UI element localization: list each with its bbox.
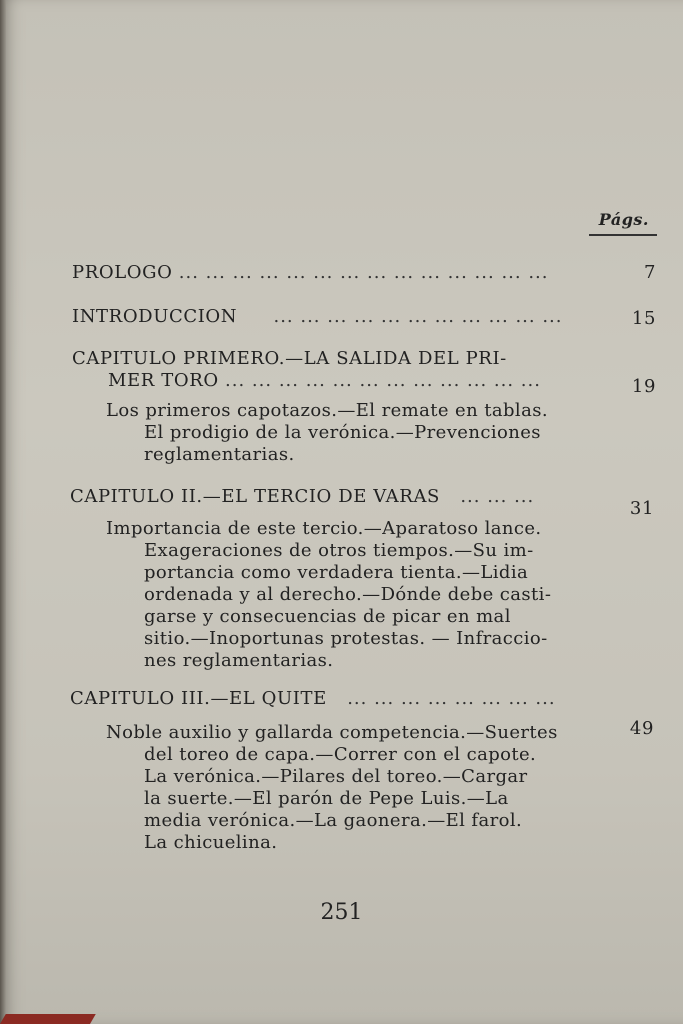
toc-page-number: 19 bbox=[631, 376, 656, 397]
summary-line: La verónica.—Pilares del toreo.—Cargar bbox=[144, 766, 528, 787]
pages-header: Págs. bbox=[598, 210, 649, 229]
toc-page-number: 31 bbox=[629, 498, 654, 519]
toc-title: MER TORO bbox=[108, 370, 219, 391]
chapter-summary bbox=[106, 518, 606, 672]
summary-line: El prodigio de la verónica.—Prevenciones bbox=[144, 422, 541, 443]
toc-title: CAPITULO III.—EL QUITE bbox=[70, 688, 327, 709]
summary-line: media verónica.—La gaonera.—El farol. bbox=[144, 810, 523, 831]
toc-leader: ... ... ... ... ... ... ... ... ... ... ... bbox=[273, 306, 563, 327]
chapter-summary bbox=[106, 722, 606, 854]
summary-line: Exageraciones de otros tiempos.—Su im- bbox=[144, 540, 534, 561]
summary-line: sitio.—Inoportunas protestas. — Infraccio- bbox=[144, 628, 548, 649]
toc-leader: ... ... ... bbox=[460, 486, 535, 507]
summary-line: nes reglamentarias. bbox=[144, 650, 334, 671]
summary-line: Noble auxilio y gallarda competencia.—Suertes bbox=[106, 722, 558, 743]
toc-title: PROLOGO bbox=[72, 262, 173, 283]
toc-leader: ... ... ... ... ... ... ... ... bbox=[347, 688, 556, 709]
summary-line: garse y consecuencias de picar en mal bbox=[144, 606, 511, 627]
summary-line: portancia como verdadera tienta.—Lidia bbox=[144, 562, 529, 583]
toc-title: CAPITULO II.—EL TERCIO DE VARAS bbox=[70, 486, 440, 507]
header-rule bbox=[589, 234, 657, 236]
chapter-summary bbox=[106, 400, 606, 466]
page-folio: 251 bbox=[320, 900, 363, 925]
toc-entry bbox=[72, 306, 662, 328]
book-cover-edge bbox=[0, 1014, 96, 1024]
toc-title-line: CAPITULO PRIMERO.—LA SALIDA DEL PRI- bbox=[72, 348, 507, 369]
summary-line: del toreo de capa.—Correr con el capote. bbox=[144, 744, 537, 765]
toc-entry bbox=[72, 262, 662, 284]
toc-entry bbox=[70, 486, 660, 519]
toc-leader: ... ... ... ... ... ... ... ... ... ... ... ... ... ... bbox=[178, 262, 549, 283]
toc-page-number: 7 bbox=[643, 262, 656, 283]
toc-title: INTRODUCCION bbox=[72, 306, 238, 327]
summary-line: reglamentarias. bbox=[144, 444, 295, 465]
summary-line: Importancia de este tercio.—Aparatoso lance. bbox=[106, 518, 542, 539]
toc-entry bbox=[72, 348, 662, 397]
summary-line: ordenada y al derecho.—Dónde debe casti- bbox=[144, 584, 552, 605]
summary-line: Los primeros capotazos.—El remate en tablas. bbox=[106, 400, 548, 421]
toc-leader: ... ... ... ... ... ... ... ... ... ... ... ... bbox=[225, 370, 541, 391]
summary-line: la suerte.—El parón de Pepe Luis.—La bbox=[144, 788, 509, 809]
toc-page-number: 15 bbox=[631, 308, 656, 329]
summary-line: La chicuelina. bbox=[144, 832, 278, 853]
toc-page-number: 49 bbox=[629, 718, 654, 739]
page-edge bbox=[0, 0, 6, 1024]
